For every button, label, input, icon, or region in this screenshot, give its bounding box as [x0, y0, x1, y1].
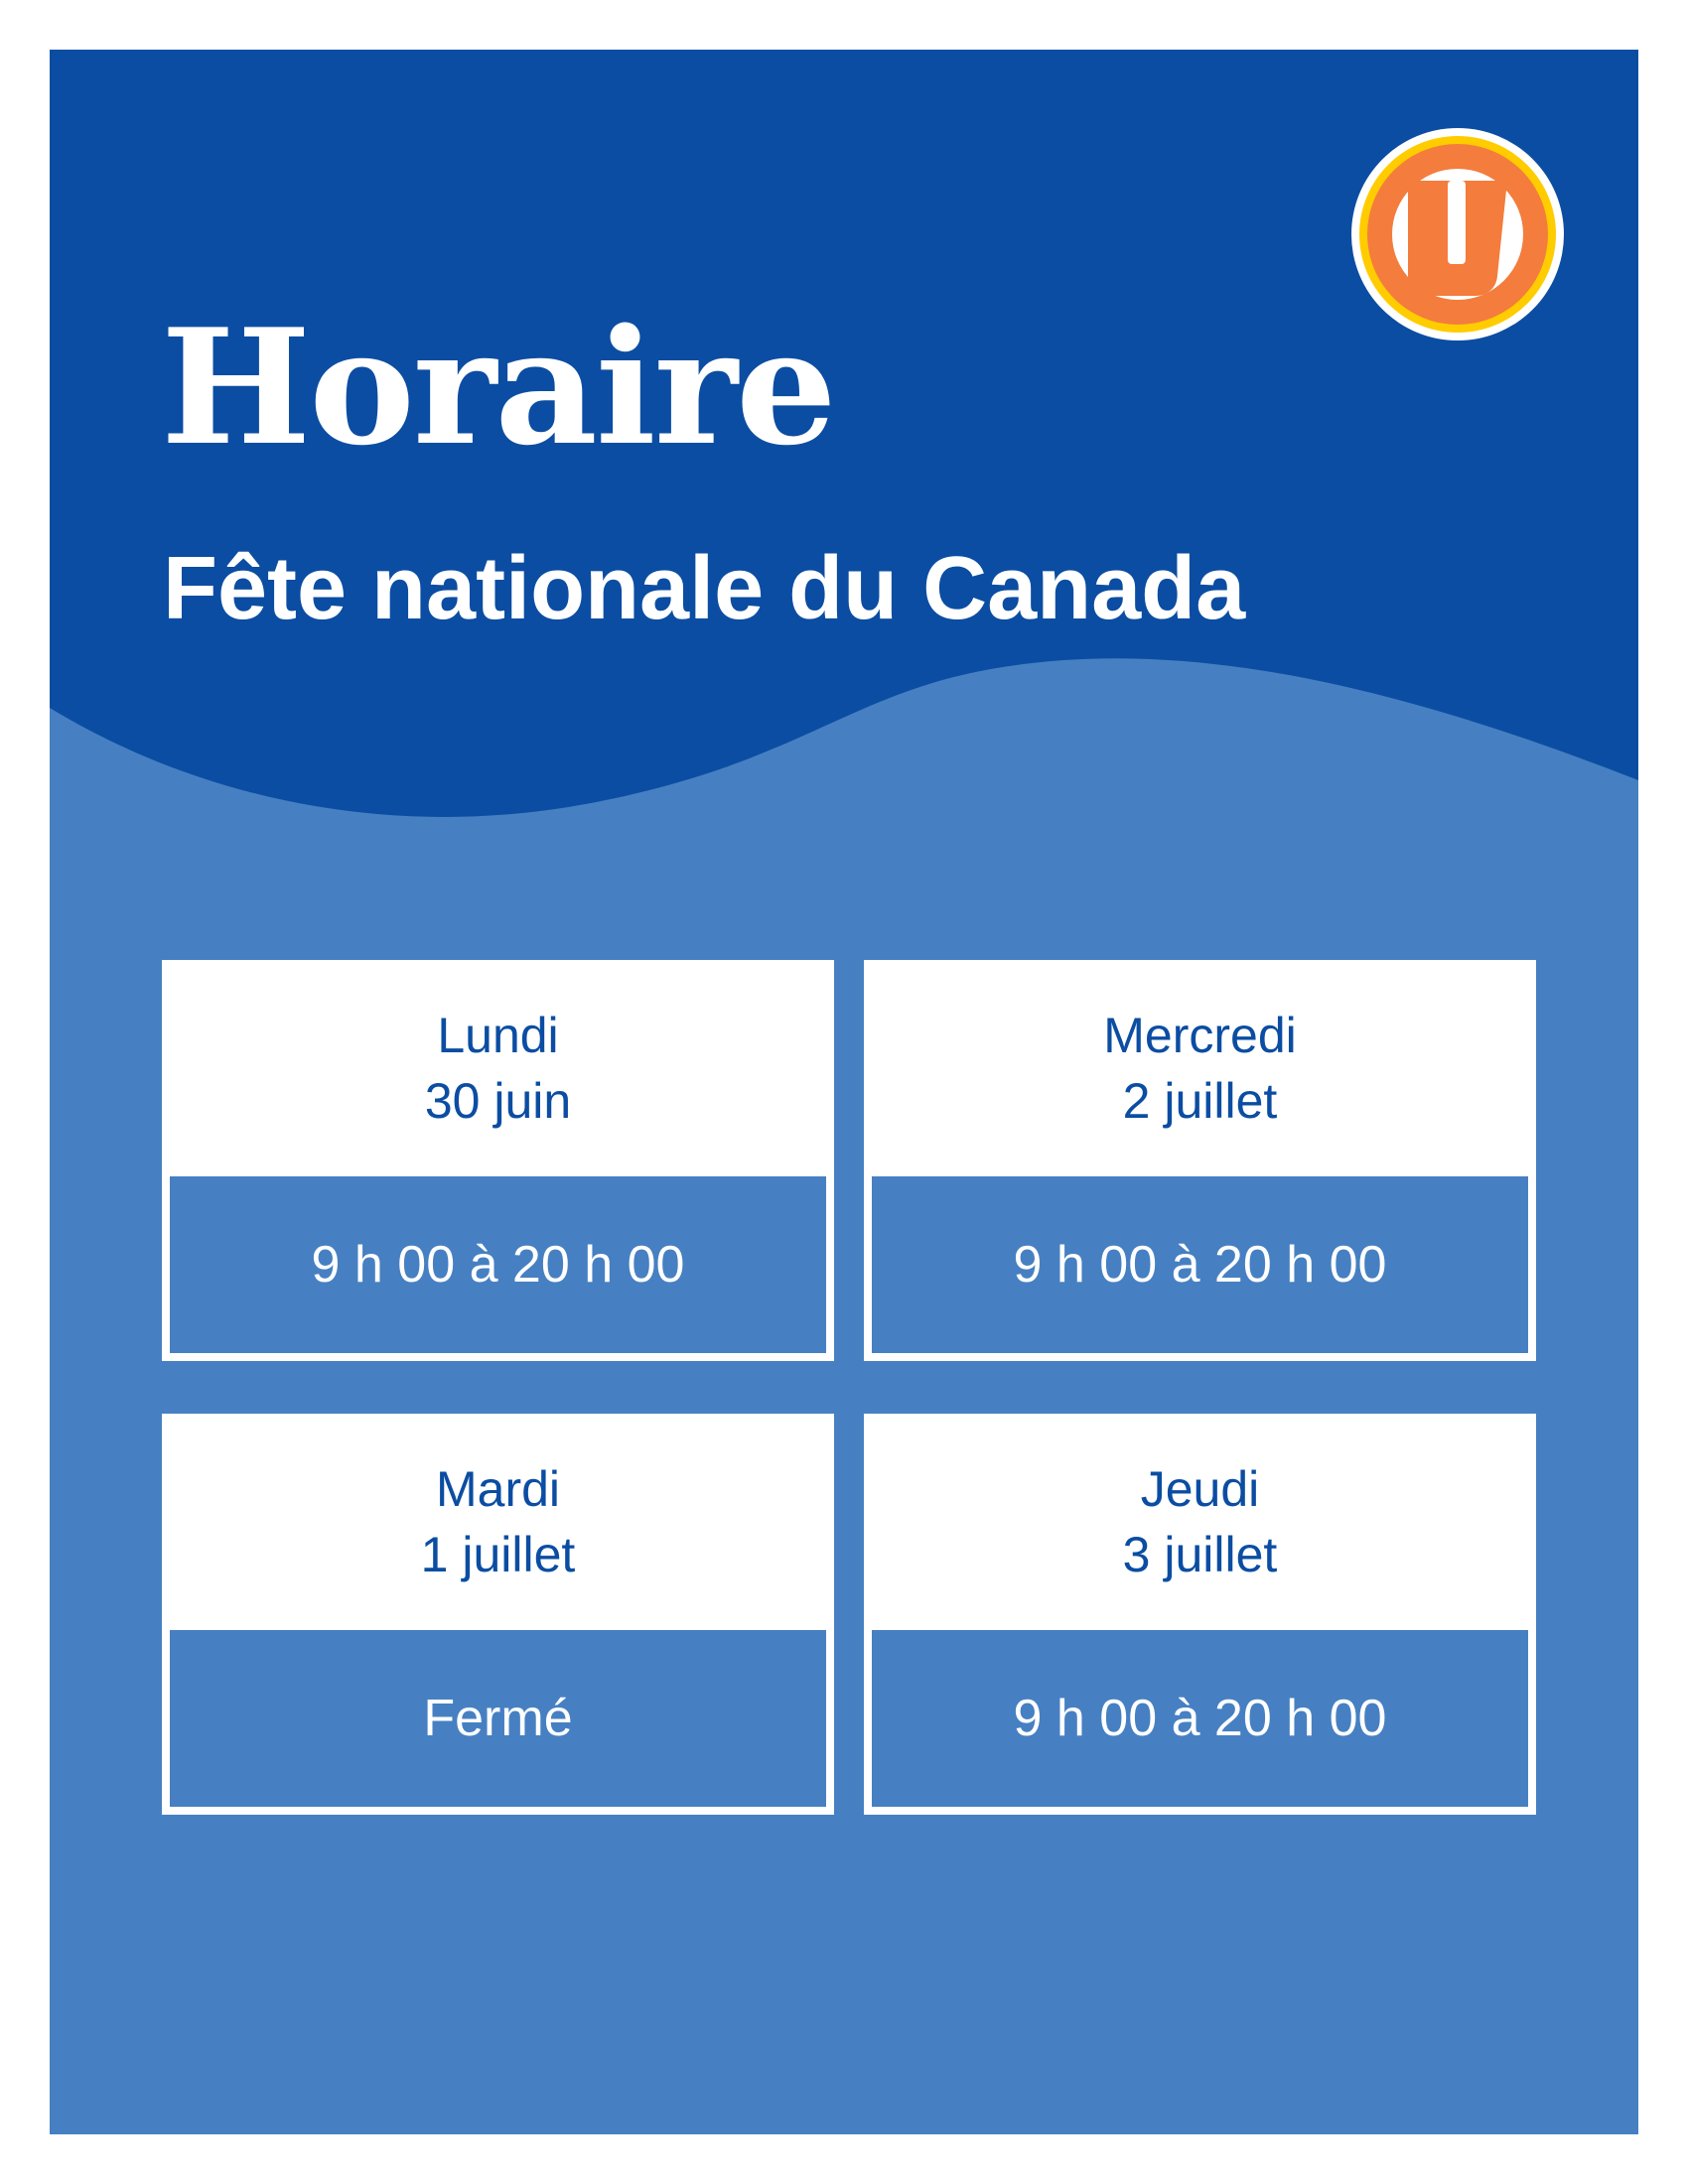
card-heading: [864, 960, 1536, 1176]
card-heading: [864, 1414, 1536, 1630]
page-title: Horaire: [161, 294, 835, 480]
card-date: 1 juillet: [420, 1527, 576, 1582]
card-hours: Fermé: [170, 1630, 826, 1807]
card-date: 3 juillet: [1122, 1527, 1278, 1582]
card-hours: 9 h 00 à 20 h 00: [872, 1630, 1528, 1807]
u-logo-icon: [1348, 125, 1567, 343]
card-day: Mardi: [435, 1461, 561, 1517]
card-heading: [162, 1414, 834, 1630]
schedule-card-mardi: [162, 1414, 834, 1815]
logo-u-slot: [1448, 181, 1466, 264]
card-day: Lundi: [437, 1008, 559, 1063]
schedule-card-mercredi: [864, 960, 1536, 1361]
card-heading: [162, 960, 834, 1176]
card-date: 2 juillet: [1122, 1073, 1278, 1129]
card-date: 30 juin: [424, 1073, 572, 1129]
poster: [50, 50, 1638, 2134]
card-day: Jeudi: [1140, 1461, 1260, 1517]
schedule-card-jeudi: [864, 1414, 1536, 1815]
card-hours: 9 h 00 à 20 h 00: [170, 1176, 826, 1353]
schedule-card-lundi: [162, 960, 834, 1361]
page-subtitle: Fête nationale du Canada: [163, 539, 1246, 638]
card-hours: 9 h 00 à 20 h 00: [872, 1176, 1528, 1353]
card-day: Mercredi: [1103, 1008, 1297, 1063]
